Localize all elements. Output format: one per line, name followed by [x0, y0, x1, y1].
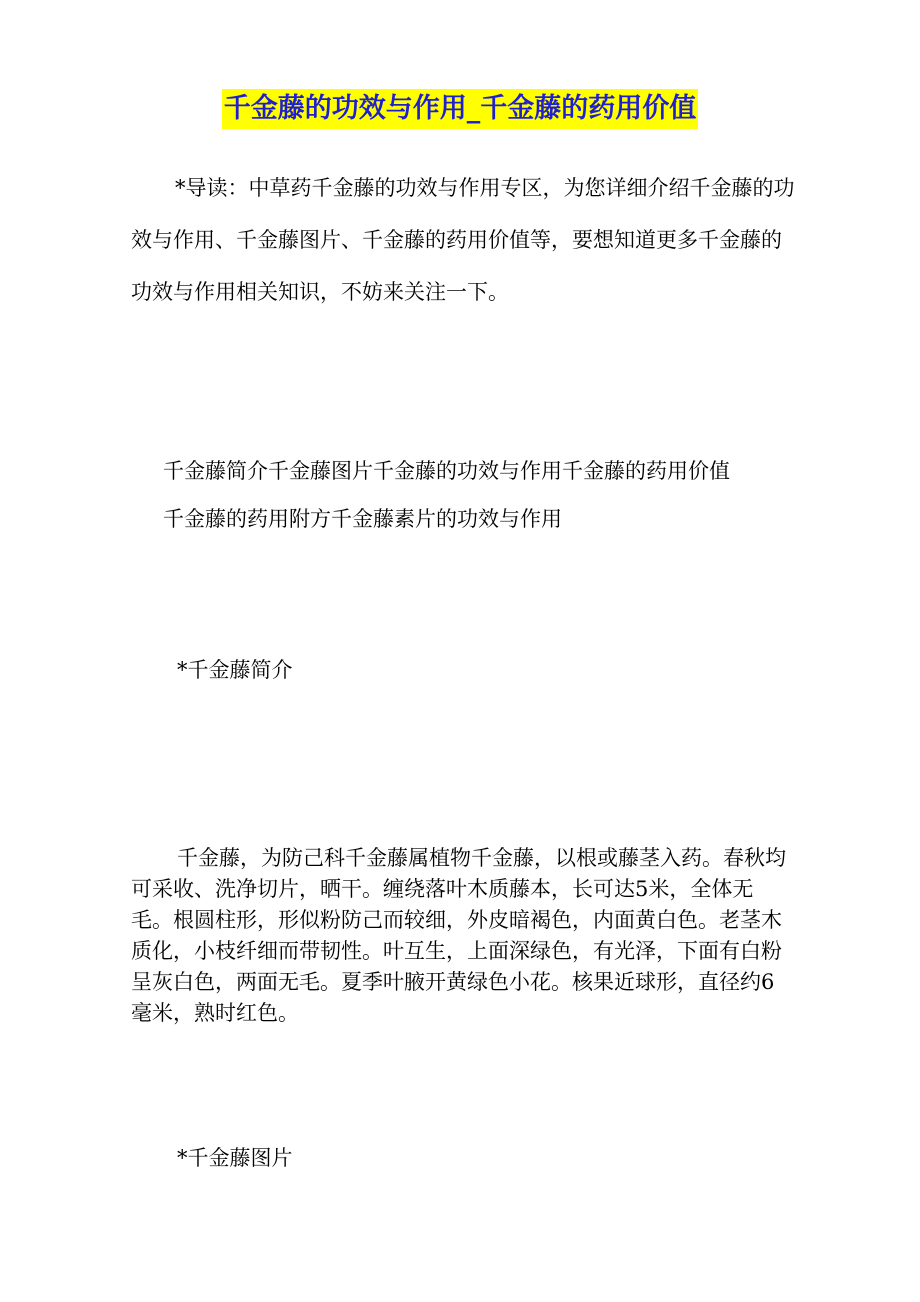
page-title: 千金藤的功效与作用_千金藤的药用价值: [222, 89, 699, 129]
toc-line: 千金藤简介千金藤图片千金藤的功效与作用千金藤的药用价值: [163, 459, 730, 483]
toc-line: 千金藤的药用附方千金藤素片的功效与作用: [163, 507, 562, 531]
section-heading-images: *千金藤图片: [177, 1146, 293, 1170]
title-container: [0, 89, 920, 129]
section-heading-intro: *千金藤简介: [177, 658, 293, 682]
intro-paragraph: *导读：中草药千金藤的功效与作用专区，为您详细介绍千金藤的功效与作用、千金藤图片、千金藤的药用价值等，要想知道更多千金藤的功效与作用相关知识，不妨来关注一下。: [131, 176, 795, 304]
table-of-contents: [163, 447, 803, 543]
section-body-intro: 千金藤，为防己科千金藤属植物千金藤，以根或藤茎入药。春秋均可采收、洗净切片，晒干。缠绕落叶木质藤本，长可达5米，全体无毛。根圆柱形，形似粉防己而较细，外皮暗褐色，内面黄白色。老茎木质化，小枝纤细而带韧性。叶互生，上面深绿色，有光泽，下面有白粉呈灰白色，两面无毛。夏季叶腋开黄绿色小花。核果近球形，直径约6毫米，熟时红色。: [131, 846, 786, 1025]
